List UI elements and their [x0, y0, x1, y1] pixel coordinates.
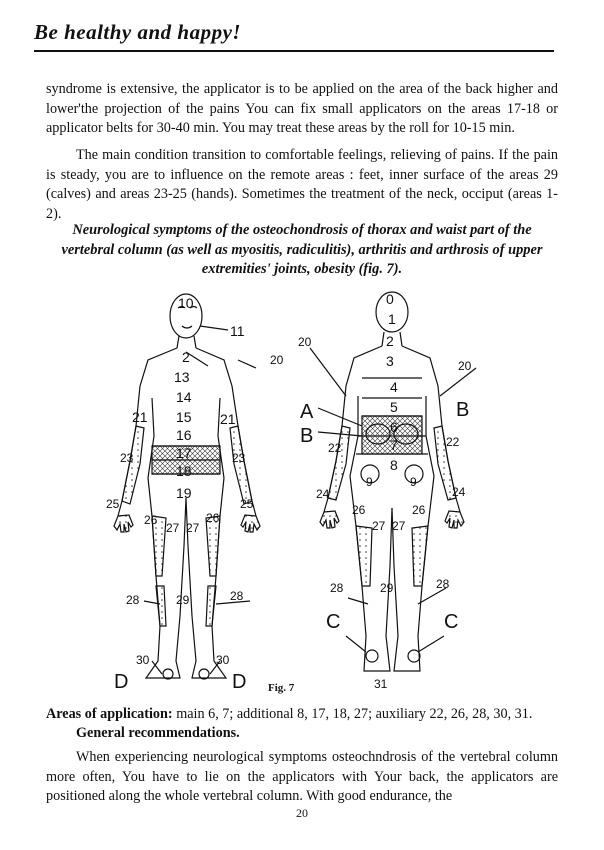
label-6: 6 [390, 419, 398, 435]
label-D-left: D [114, 671, 129, 693]
label-2: 2 [182, 349, 190, 365]
label-30-left: 30 [136, 653, 150, 667]
header-rule [34, 50, 554, 52]
areas-label: Areas of application: [46, 706, 173, 722]
label-28-right: 28 [230, 589, 244, 603]
label-2: 2 [386, 333, 394, 349]
label-3: 3 [386, 353, 394, 369]
label-8: 8 [390, 457, 398, 473]
label-18: 18 [176, 463, 192, 479]
label-21-left: 21 [132, 409, 148, 425]
page-number: 20 [296, 806, 308, 820]
label-20-right: 20 [458, 359, 472, 373]
label-1: 1 [388, 311, 396, 327]
label-9-left: 9 [366, 475, 373, 489]
label-A: A [300, 401, 314, 423]
section-subheading: Neurological symptoms of the osteochondrosis of thorax and waist part of the vertebral column (as well as myositis, radiculitis), arthritis and arthrosis of upper extremities' joints, obesity (fig. 7). [61, 222, 543, 277]
label-26-left: 26 [144, 513, 158, 527]
label-28-right-back: 28 [436, 577, 450, 591]
label-16: 16 [176, 427, 192, 443]
label-28-left-back: 28 [330, 581, 344, 595]
label-B-right: B [456, 399, 470, 421]
label-11: 11 [230, 323, 245, 339]
label-27-left-back: 27 [372, 519, 386, 533]
label-C-right: C [444, 611, 459, 633]
paragraph-1: syndrome is extensive, the applicator is to be applied on the area of the back higher and lower'the projection of the pains You can fix small applicators on the areas 17-18 or applicator belts for 30-40 min. You may treat these areas by the roll for 10-15 min. [46, 81, 558, 136]
areas-text: main 6, 7; additional 8, 17, 18, 27; auxiliary 22, 26, 28, 30, 31. [172, 706, 533, 722]
label-31: 31 [374, 677, 388, 691]
label-20: 20 [270, 353, 284, 367]
label-5: 5 [390, 399, 398, 415]
label-29: 29 [176, 593, 190, 607]
label-30-right: 30 [216, 653, 230, 667]
label-10: 10 [178, 295, 194, 311]
label-19: 19 [176, 485, 192, 501]
label-C-left: C [326, 611, 341, 633]
label-27-right: 27 [186, 521, 200, 535]
label-22-left: 22 [328, 441, 342, 455]
label-13: 13 [174, 369, 190, 385]
label-14: 14 [176, 389, 192, 405]
label-20-left: 20 [298, 335, 312, 349]
label-25-right: 25 [240, 497, 254, 511]
label-23-right: 23 [232, 451, 246, 465]
label-17: 17 [176, 445, 192, 461]
running-head: Be healthy and happy! [34, 20, 242, 44]
label-15: 15 [176, 409, 192, 425]
label-26-right: 26 [206, 511, 220, 525]
label-4: 4 [390, 379, 398, 395]
areas-of-application [46, 705, 558, 725]
label-22-right: 22 [446, 435, 460, 449]
label-26-left-back: 26 [352, 503, 366, 517]
body-areas-diagram [100, 286, 490, 696]
label-24-left: 24 [316, 487, 330, 501]
figure-7 [100, 286, 490, 696]
label-21-right: 21 [220, 411, 236, 427]
paragraph-3: When experiencing neurological symptoms osteochndrosis of the vertebral column more often, You have to lie on the applicators with Your back, the applicators are positioned along the whole vertebral column. With good endurance, the [46, 749, 558, 804]
label-25-left: 25 [106, 497, 120, 511]
label-27-left: 27 [166, 521, 180, 535]
label-24-right: 24 [452, 485, 466, 499]
label-D-right: D [232, 671, 247, 693]
label-7: 7 [390, 437, 398, 453]
label-23-left: 23 [120, 451, 134, 465]
general-recommendations-heading: General recommendations. [76, 725, 240, 741]
label-26-right-back: 26 [412, 503, 426, 517]
label-B-left: B [300, 425, 314, 447]
figure-caption: Fig. 7 [268, 682, 295, 694]
label-29-back: 29 [380, 581, 394, 595]
paragraph-2: The main condition transition to comfortable feelings, relieving of pains. If the pain is steady, you are to influence on the remote areas : feet, inner surface of the areas 29 (calves) and areas 23-25 (hands). Sometimes the treatment of the neck, occiput (areas 1-2). [46, 147, 558, 222]
label-27-right-back: 27 [392, 519, 406, 533]
label-9-right: 9 [410, 475, 417, 489]
label-28-left: 28 [126, 593, 140, 607]
label-0: 0 [386, 291, 394, 307]
